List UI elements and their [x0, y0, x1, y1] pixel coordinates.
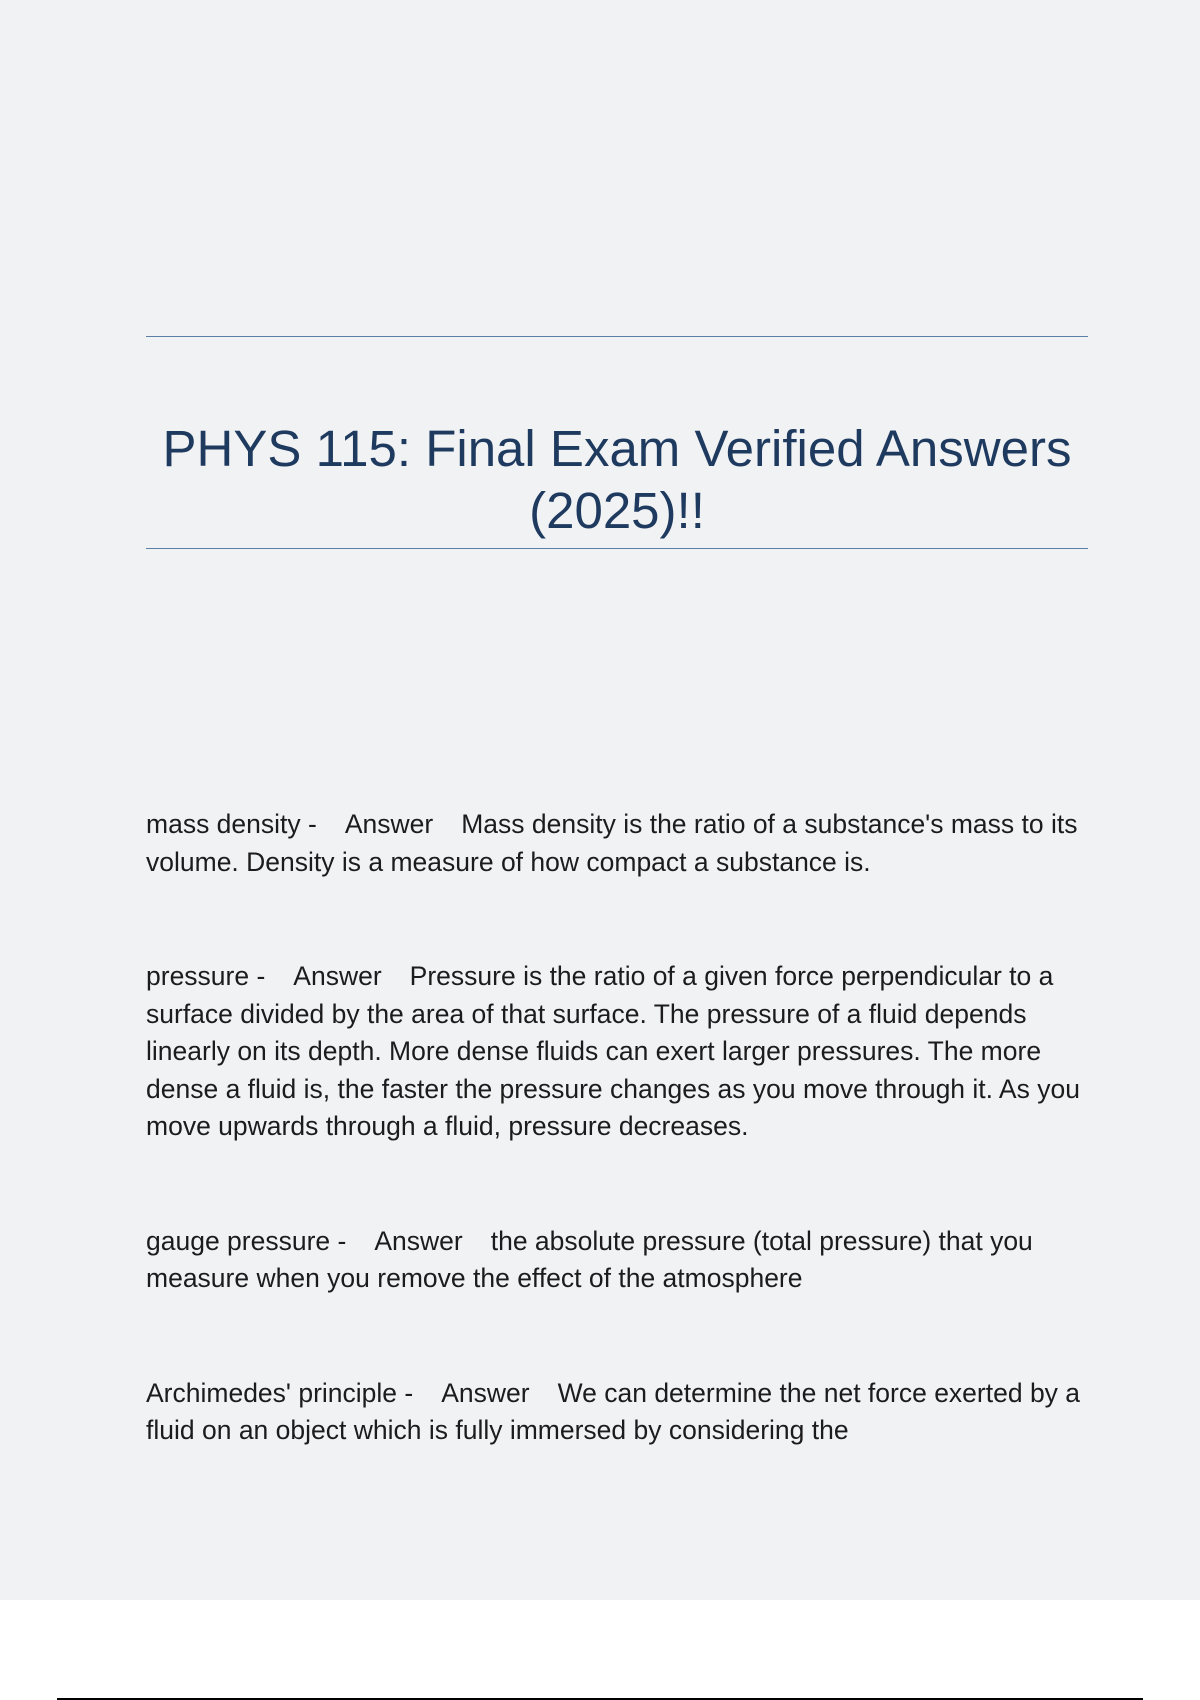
- qa-entry: [146, 1223, 1096, 1298]
- qa-entries: [146, 806, 1096, 1450]
- entry-definition: the absolute pressure (total pressure) that you measure when you remove the effect of the atmosphere: [146, 1225, 1033, 1293]
- entry-definition: Pressure is the ratio of a given force perpendicular to a surface divided by the area of that surface. The pressure of a fluid depends linearly on its depth. More dense fluids can exert larger pressures. The more dense a fluid is, the faster the pressure changes as you move through it. As you move upwards through a fluid, pressure decreases.: [146, 961, 1080, 1141]
- entry-term: mass density -: [146, 809, 317, 839]
- title-bottom-rule: [146, 548, 1088, 549]
- entry-term: gauge pressure -: [146, 1225, 347, 1256]
- entry-term: Archimedes' principle -: [146, 1377, 414, 1408]
- entry-answer-label: Answer: [441, 1377, 530, 1408]
- qa-entry: [146, 806, 1096, 881]
- entry-answer-label: Answer: [293, 961, 382, 991]
- entry-definition: We can determine the net force exerted by a fluid on an object which is fully immersed by considering the: [146, 1377, 1081, 1445]
- entry-answer-label: Answer: [344, 809, 434, 839]
- entry-definition: Mass density is the ratio of a substance's mass to its volume. Density is a measure of how compact a substance is.: [146, 809, 1078, 877]
- qa-entry: [146, 958, 1096, 1146]
- entry-term: pressure -: [146, 961, 266, 991]
- title-top-rule: [146, 336, 1088, 337]
- document-title: PHYS 115: Final Exam Verified Answers (2025)!!: [162, 420, 1072, 539]
- qa-entry: [146, 1375, 1096, 1450]
- entry-answer-label: Answer: [374, 1225, 463, 1256]
